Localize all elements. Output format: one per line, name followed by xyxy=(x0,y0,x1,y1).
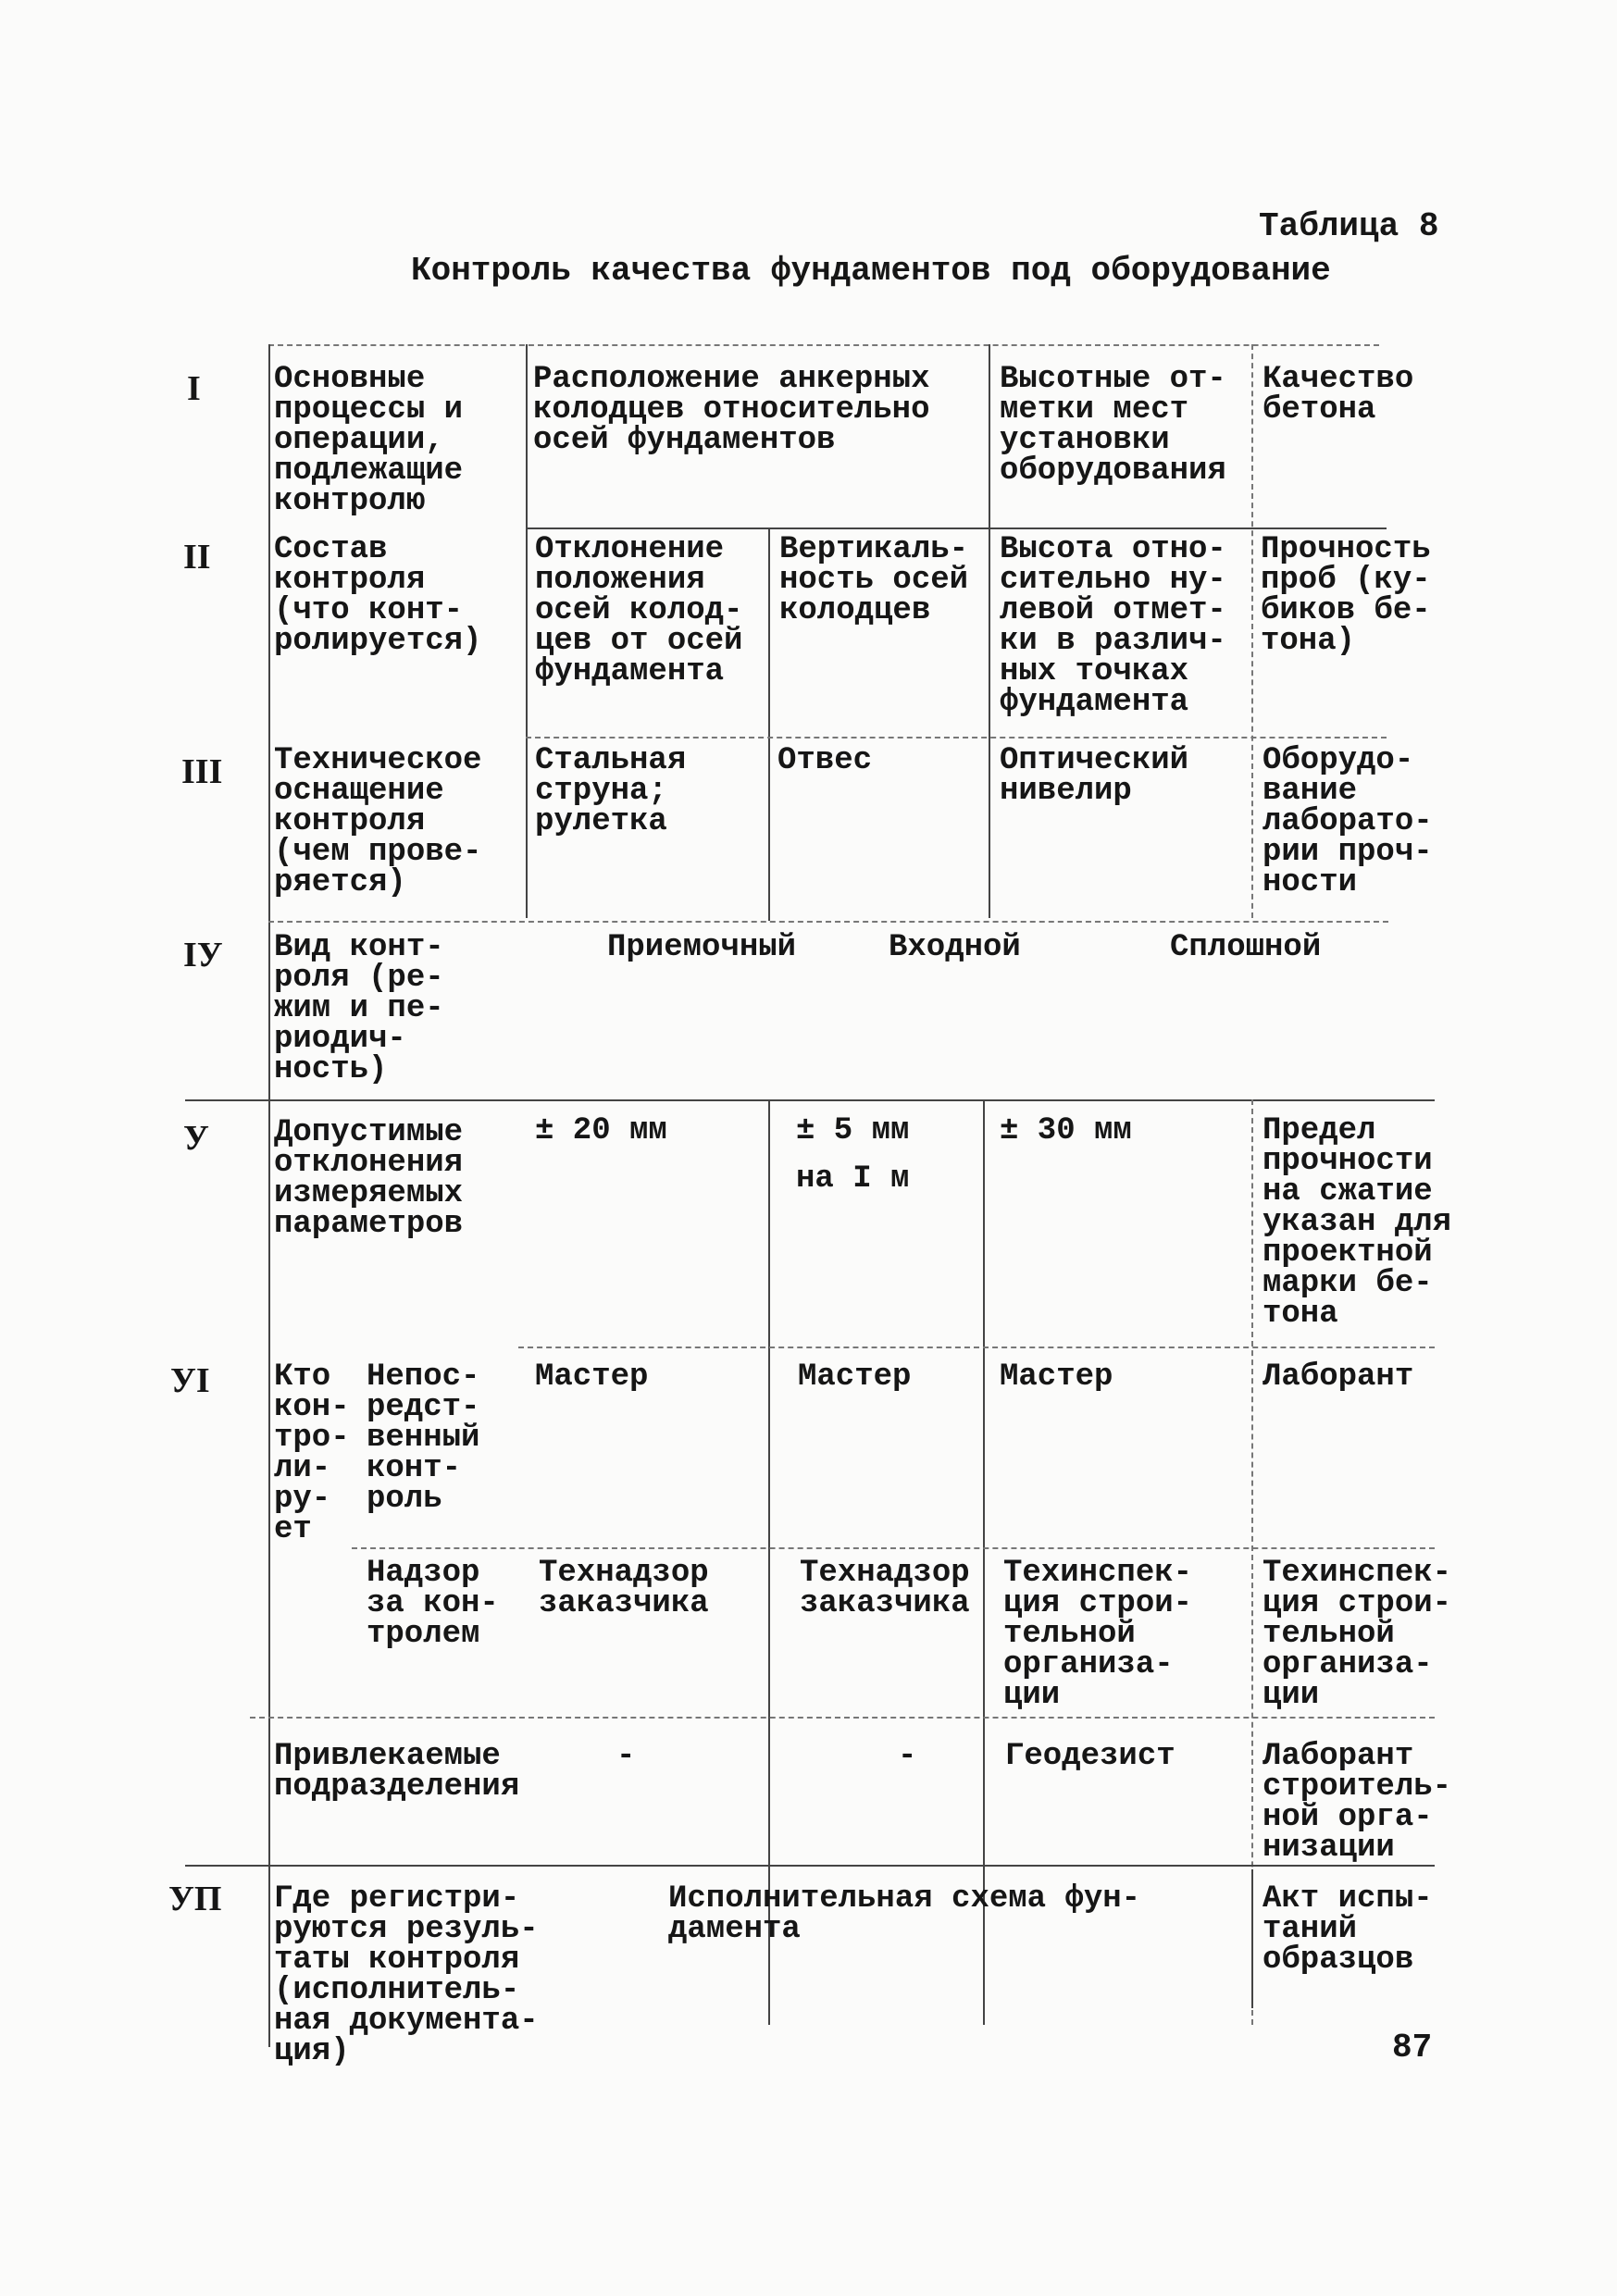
row-label: Где регистри- руются резуль- таты контроля (исполнитель- ная документа- ция) xyxy=(274,1881,539,2069)
cell: Высота отно- сительно ну- левой отмет- ки в различ- ных точках фундамента xyxy=(1000,532,1226,720)
grid-line xyxy=(268,921,1388,923)
row-label: Вид конт- роля (ре- жим и пе- риодич- ность) xyxy=(274,930,444,1087)
row-number: IУ xyxy=(183,936,223,974)
cell: Мастер xyxy=(1000,1359,1113,1395)
cell: Техинспек- ция строи- тельной организа- ции xyxy=(1003,1556,1193,1713)
cell: - xyxy=(898,1739,917,1774)
cell: Отвес xyxy=(777,743,873,778)
row-number: II xyxy=(183,538,211,577)
row-label: Привлекаемые подразделения xyxy=(274,1739,520,1805)
cell: Сплошной xyxy=(1170,930,1322,965)
row-label: Техническое оснащение контроля (чем прове- ряется) xyxy=(274,743,482,900)
grid-line xyxy=(268,344,270,2047)
row-label: Основные процессы и операции, подлежащие контролю xyxy=(274,362,464,519)
row-label: Состав контроля (что конт- ролируется) xyxy=(274,532,482,659)
page-title: Контроль качества фундаментов под оборудование xyxy=(411,252,1331,290)
row-sublabel: Надзор за кон- тролем xyxy=(367,1556,499,1652)
cell: Входной xyxy=(889,930,1021,965)
page-number: 87 xyxy=(1392,2029,1433,2066)
cell: Приемочный xyxy=(607,930,797,965)
cell: ± 5 мм xyxy=(796,1113,910,1148)
cell: Стальная струна; рулетка xyxy=(535,743,687,839)
cell: Геодезист xyxy=(1005,1739,1175,1774)
cell: Технадзор заказчика xyxy=(800,1556,970,1621)
cell: Акт испы- таний образцов xyxy=(1263,1881,1433,1978)
row-label: Допустимые отклонения измеряемых параметров xyxy=(274,1115,464,1242)
cell: Лаборант xyxy=(1263,1359,1414,1395)
grid-line xyxy=(1251,344,1253,918)
cell: Отклонение положения осей колод- цев от осей фундамента xyxy=(535,532,743,689)
cell: Высотные от- метки мест установки оборудования xyxy=(1000,362,1226,489)
grid-line xyxy=(768,527,770,921)
cell: Мастер xyxy=(798,1359,912,1395)
cell: - xyxy=(616,1739,636,1774)
cell: ± 20 мм xyxy=(535,1113,667,1148)
row-sublabel: Непос- редст- венный конт- роль xyxy=(367,1359,480,1517)
cell: Лаборант строитель- ной орга- низации xyxy=(1263,1739,1452,1866)
grid-line xyxy=(185,1099,1435,1101)
grid-line xyxy=(989,344,990,918)
cell: Качество бетона xyxy=(1263,362,1414,428)
cell: Мастер xyxy=(535,1359,649,1395)
cell: Расположение анкерных колодцев относительно осей фундаментов xyxy=(533,362,930,458)
grid-line xyxy=(526,527,1387,529)
row-number: I xyxy=(187,369,201,408)
cell: ± 30 мм xyxy=(1000,1113,1132,1148)
cell: Прочность проб (ку- биков бе- тона) xyxy=(1261,532,1431,659)
grid-line xyxy=(268,344,1379,346)
cell: Техинспек- ция строи- тельной организа- ции xyxy=(1263,1556,1452,1713)
cell: Оптический нивелир xyxy=(1000,743,1189,809)
grid-line xyxy=(526,344,528,918)
grid-line xyxy=(518,1347,1435,1348)
row-number: III xyxy=(181,752,223,791)
row-number: УI xyxy=(170,1361,210,1400)
cell: Технадзор заказчика xyxy=(539,1556,709,1621)
grid-line xyxy=(185,1865,1435,1867)
row-number: УП xyxy=(168,1880,222,1918)
cell: Предел прочности на сжатие указан для проектной марки бе- тона xyxy=(1263,1113,1452,1332)
cell: Исполнительная схема фун- дамента xyxy=(668,1881,1141,1947)
row-number: У xyxy=(183,1119,209,1158)
row-label: Кто кон- тро- ли- ру- ет xyxy=(274,1359,350,1547)
grid-line xyxy=(526,737,1387,738)
grid-line xyxy=(1251,1869,1253,2008)
cell: Вертикаль- ность осей колодцев xyxy=(779,532,969,628)
table-label: Таблица 8 xyxy=(1259,207,1439,245)
cell: на I м xyxy=(796,1161,910,1197)
cell: Оборудо- вание лаборато- рии проч- ности xyxy=(1263,743,1433,900)
grid-line xyxy=(250,1717,1435,1719)
grid-line xyxy=(352,1547,1435,1549)
